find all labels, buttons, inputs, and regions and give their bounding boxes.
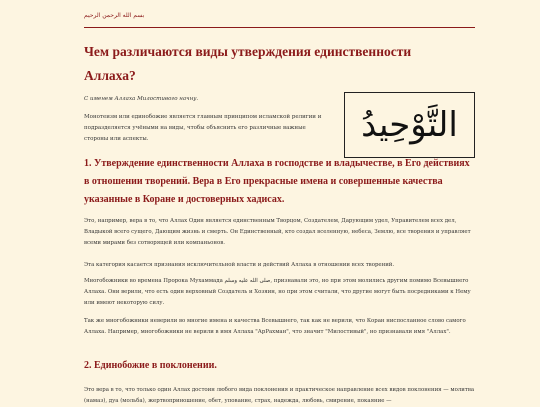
section-1-heading: 1. Утверждение единственности Аллаха в господстве и владычестве, в Его действиях в отношении творений. Вера в Его прекрасные имена и совершенные качества указанные в Коране и достоверных хадисах.: [84, 158, 470, 205]
section-2-paragraph-1: Это вера в то, что только один Аллах достоин любого вида поклонения и практическое направление всех видов поклонения — молитва (намаз), дуа (мольба), жертвоприношение, обет, упование, страх, надежда, любовь, смирение, покаяние —: [84, 387, 475, 404]
section-1-paragraph-1: Это, например, вера в то, что Аллах Один является единственным Творцом, Создателем, Дарующим удел, Управителем всех дел, Владыкой всего сущего, Дающим жизнь и смерть. Он Единственный, кто создал вселенную, небеса, Землю, все творения и управляет всеми мирами без сотворящей или компаньонов.: [84, 218, 471, 246]
section-2-heading: 2. Единобожие в поклонении.: [84, 360, 217, 371]
intro-invocation: С именем Аллаха Милостивого начну.: [84, 96, 199, 102]
page-title: Чем различаются виды утверждения единственности Аллаха?: [84, 44, 412, 83]
section-1-paragraph-3: Многобожники во времена Пророка Мухаммада صلى الله عليه وسلم, признавали это, но при этом молились другим помимо Всевышнего Аллаха. Они верили, что есть один верховный Создатель и Хозяин, но при этом считали, что другие могут быть посредниками к Нему или имеют некоторую силу.: [84, 278, 471, 306]
tawhid-calligraphy-text: التَّوْحِيدُ: [361, 105, 458, 145]
intro-paragraph: Монотеизм или единобожие является главным принципом исламской религии и подразделяется учёными на виды, чтобы объяснить его различные важные стороны или аспекты.: [84, 114, 322, 142]
header-divider: [84, 27, 475, 28]
section-1-paragraph-2: Эта категория касается признания исключительной власти и действий Аллаха в отношении всех творений.: [84, 262, 395, 268]
section-1-paragraph-4: Так же многобожники неверили во многие имена и качества Всевышнего, так как не верили, что Коран ниспосланное слово самого Аллаха. Например, многобожники не верили в имя Аллаха "АрРахман", что значит "Милостивый", но признавали имя "Аллах".: [84, 318, 466, 335]
tawhid-calligraphy-image: [344, 92, 475, 158]
basmala-header: بسم الله الرحمن الرحيم: [84, 12, 145, 19]
